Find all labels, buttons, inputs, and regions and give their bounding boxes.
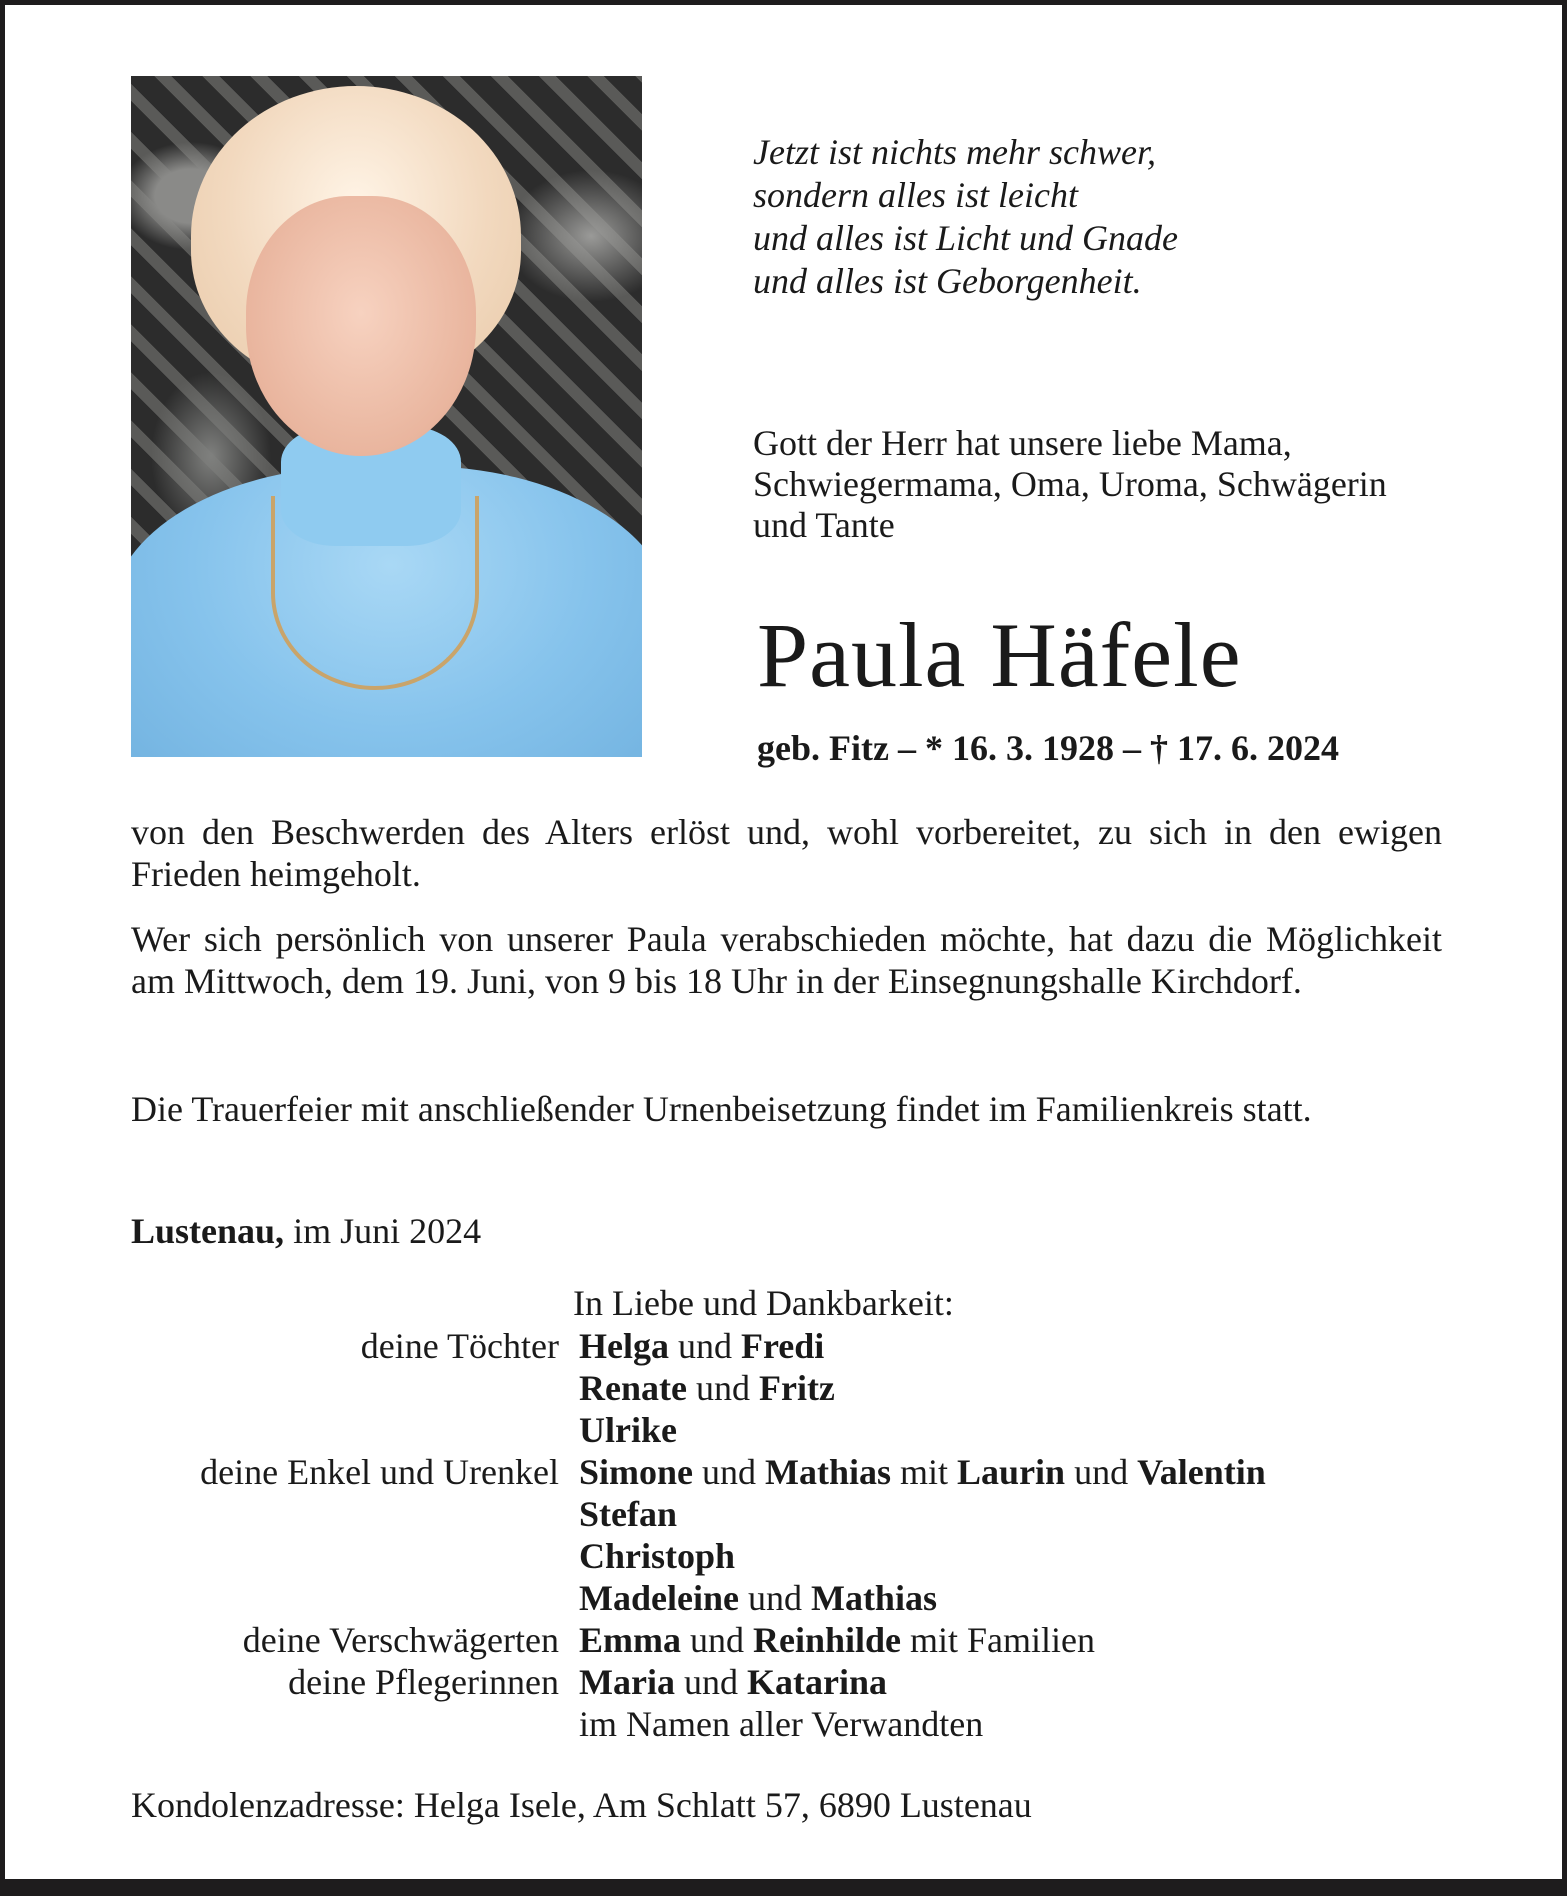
relation-label <box>131 1367 579 1409</box>
relation-label: deine Pflegerinnen <box>288 1662 559 1702</box>
mourner-name: Valentin <box>1137 1452 1266 1492</box>
mourner-name: Christoph <box>579 1536 736 1576</box>
mourner-name: Mathias <box>810 1578 937 1618</box>
mourners-list <box>131 1325 1266 1745</box>
mourner-row <box>131 1535 1266 1577</box>
mourner-name: Maria <box>579 1662 675 1702</box>
mourner-names <box>579 1325 824 1367</box>
place-date <box>131 1210 481 1252</box>
relation-label <box>131 1493 579 1535</box>
mourner-name: Helga <box>579 1326 669 1366</box>
poem-line: Jetzt ist nichts mehr schwer, <box>753 132 1156 172</box>
mourner-name: Madeleine <box>579 1578 739 1618</box>
connector-text: und <box>668 1326 741 1366</box>
mourner-row <box>131 1325 1266 1367</box>
portrait-photo <box>131 76 642 757</box>
life-dates: geb. Fitz – * 16. 3. 1928 – † 17. 6. 2024 <box>757 728 1339 768</box>
paragraph: Die Trauerfeier mit anschließender Urnenbeisetzung findet im Familienkreis statt. <box>131 1089 1312 1129</box>
relation-label: deine Enkel und Urenkel <box>200 1452 559 1492</box>
relation-label <box>131 1703 579 1745</box>
relation-label <box>131 1409 579 1451</box>
mourner-row <box>131 1367 1266 1409</box>
mourner-name: Mathias <box>765 1452 892 1492</box>
mourner-name: Laurin <box>957 1452 1066 1492</box>
poem-line: und alles ist Geborgenheit. <box>753 261 1142 301</box>
intro-text: Gott der Herr hat unsere liebe Mama, Schwiegermama, Oma, Uroma, Schwägerin und Tante <box>753 423 1387 545</box>
relation-label: deine Töchter <box>360 1326 559 1366</box>
mourner-names <box>579 1409 677 1451</box>
relation-label <box>131 1535 579 1577</box>
mourner-name: Ulrike <box>579 1410 677 1450</box>
poem-line: sondern alles ist leicht <box>753 175 1078 215</box>
connector-text: im Namen aller Verwandten <box>579 1704 984 1744</box>
mourner-name: Simone <box>579 1452 694 1492</box>
place: Lustenau, <box>131 1211 285 1251</box>
connector-text: mit Familien <box>901 1620 1096 1660</box>
poem <box>753 131 1178 303</box>
connector-text: und <box>738 1578 811 1618</box>
connector-text: und <box>674 1662 747 1702</box>
mourner-row <box>131 1451 1266 1493</box>
mourner-names <box>579 1577 937 1619</box>
obituary-page <box>5 5 1562 1879</box>
poem-line: und alles ist Licht und Gnade <box>753 218 1178 258</box>
connector-text: und <box>681 1620 753 1660</box>
mourner-row <box>131 1703 1266 1745</box>
mourner-names <box>579 1367 835 1409</box>
connector-text: mit <box>891 1452 958 1492</box>
connector-text: und <box>693 1452 766 1492</box>
connector-text: und <box>686 1368 759 1408</box>
date: im Juni 2024 <box>293 1211 482 1251</box>
mourner-row <box>131 1661 1266 1703</box>
mourner-names <box>579 1451 1266 1493</box>
deceased-name: Paula Häfele <box>757 604 1242 706</box>
mourner-row <box>131 1577 1266 1619</box>
mourner-row <box>131 1409 1266 1451</box>
thanks-heading: In Liebe und Dankbarkeit: <box>573 1283 954 1323</box>
paragraph: von den Beschwerden des Alters erlöst und, wohl vorbereitet, zu sich in den ewigen Frieden heimgeholt. <box>131 812 1442 894</box>
condolence-address: Kondolenzadresse: Helga Isele, Am Schlatt 57, 6890 Lustenau <box>131 1785 1032 1825</box>
mourner-name: Fritz <box>758 1368 835 1408</box>
mourner-names <box>579 1619 1095 1661</box>
relation-label <box>131 1577 579 1619</box>
mourner-name: Reinhilde <box>753 1620 902 1660</box>
mourner-row <box>131 1493 1266 1535</box>
mourner-names <box>579 1493 677 1535</box>
mourner-name: Stefan <box>579 1494 677 1534</box>
mourner-row <box>131 1619 1266 1661</box>
paragraph: Wer sich persönlich von unserer Paula verabschieden möchte, hat dazu die Möglichkeit am Mittwoch, dem 19. Juni, von 9 bis 18 Uhr in der Einsegnungshalle Kirchdorf. <box>131 919 1442 1001</box>
relation-label: deine Verschwägerten <box>242 1620 559 1660</box>
mourner-names <box>579 1661 887 1703</box>
mourner-names <box>579 1703 983 1745</box>
mourner-name: Katarina <box>746 1662 887 1702</box>
mourner-name: Renate <box>579 1368 687 1408</box>
mourner-name: Emma <box>579 1620 681 1660</box>
connector-text: und <box>1065 1452 1138 1492</box>
mourner-names <box>579 1535 735 1577</box>
mourner-name: Fredi <box>740 1326 825 1366</box>
